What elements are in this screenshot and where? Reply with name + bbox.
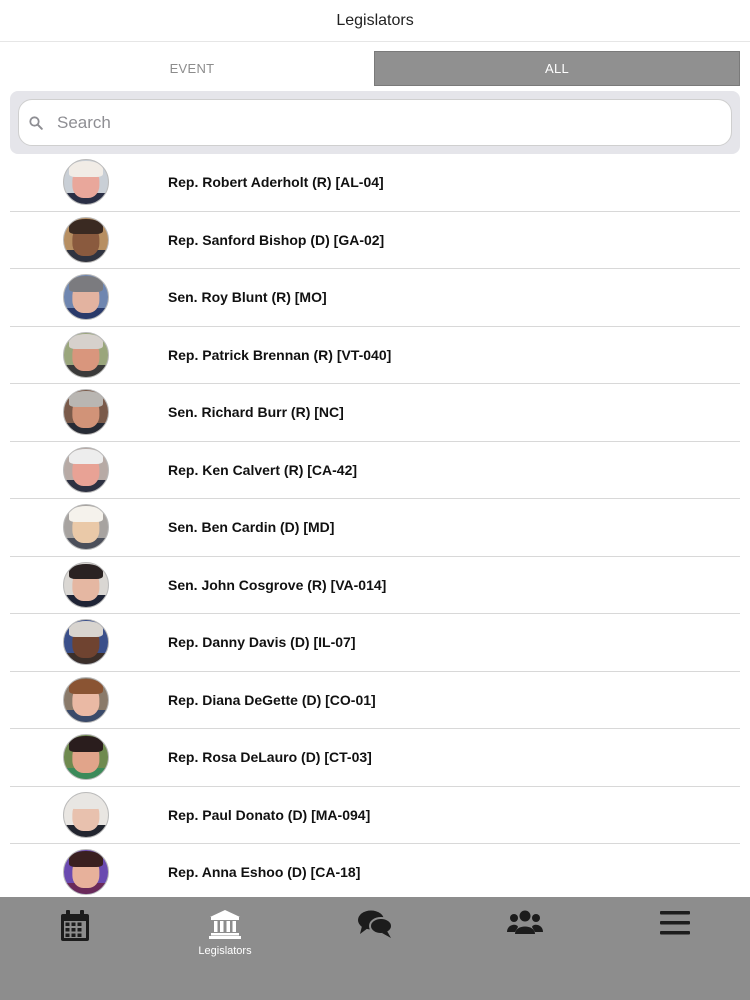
tab-chat[interactable]: [300, 897, 450, 1000]
legislator-row[interactable]: [10, 154, 740, 212]
search-bar-container: [10, 91, 740, 154]
legislator-avatar: [63, 217, 109, 263]
legislator-row[interactable]: [10, 499, 740, 557]
legislator-row[interactable]: [10, 672, 740, 730]
legislator-name: Rep. Sanford Bishop (D) [GA-02]: [168, 231, 385, 248]
legislator-name: Rep. Robert Aderholt (R) [AL-04]: [168, 174, 384, 191]
legislator-row[interactable]: [10, 442, 740, 500]
legislator-avatar: [63, 447, 109, 493]
legislator-name: Sen. Roy Blunt (R) [MO]: [168, 289, 327, 306]
legislator-avatar: [63, 677, 109, 723]
legislator-avatar: [63, 562, 109, 608]
legislator-row[interactable]: [10, 844, 740, 897]
legislator-name: Sen. John Cosgrove (R) [VA-014]: [168, 576, 387, 593]
legislator-name: Rep. Ken Calvert (R) [CA-42]: [168, 461, 358, 478]
group-icon: [507, 909, 543, 935]
legislator-name: Rep. Rosa DeLauro (D) [CT-03]: [168, 749, 372, 766]
legislator-name: Rep. Paul Donato (D) [MA-094]: [168, 806, 371, 823]
segmented-control: [10, 51, 740, 86]
tab-events[interactable]: [0, 897, 150, 1000]
capitol-building-icon: [209, 909, 241, 939]
legislator-name: Rep. Danny Davis (D) [IL-07]: [168, 634, 356, 651]
segment-event[interactable]: EVENT: [10, 51, 374, 86]
legislator-row[interactable]: [10, 212, 740, 270]
tab-groups[interactable]: [450, 897, 600, 1000]
tab-legislators[interactable]: [150, 897, 300, 1000]
legislator-name: Sen. Ben Cardin (D) [MD]: [168, 519, 335, 536]
search-icon: [29, 116, 43, 130]
legislator-avatar: [63, 734, 109, 780]
menu-icon: [659, 909, 691, 937]
tab-menu[interactable]: [600, 897, 750, 1000]
legislator-row[interactable]: [10, 729, 740, 787]
legislator-row[interactable]: [10, 787, 740, 845]
legislator-avatar: [63, 159, 109, 205]
segment-all[interactable]: ALL: [374, 51, 740, 86]
legislator-row[interactable]: [10, 384, 740, 442]
legislator-avatar: [63, 619, 109, 665]
tab-bar: [0, 897, 750, 1000]
legislator-row[interactable]: [10, 327, 740, 385]
search-input[interactable]: [57, 113, 697, 133]
chat-bubbles-icon: [357, 909, 393, 939]
legislator-name: Rep. Patrick Brennan (R) [VT-040]: [168, 346, 392, 363]
legislator-list: [10, 154, 740, 897]
calendar-icon: [59, 909, 91, 943]
legislator-row[interactable]: [10, 269, 740, 327]
legislator-avatar: [63, 504, 109, 550]
legislator-name: Rep. Anna Eshoo (D) [CA-18]: [168, 864, 361, 881]
legislator-avatar: [63, 792, 109, 838]
tab-legislators-label: Legislators: [198, 945, 252, 957]
legislator-avatar: [63, 274, 109, 320]
legislator-name: Sen. Richard Burr (R) [NC]: [168, 404, 344, 421]
legislator-row[interactable]: [10, 557, 740, 615]
legislator-row[interactable]: [10, 614, 740, 672]
legislator-avatar: [63, 389, 109, 435]
search-box[interactable]: [18, 99, 732, 146]
navigation-bar: [0, 0, 750, 42]
page-title: Legislators: [336, 11, 414, 29]
legislator-avatar: [63, 849, 109, 895]
legislator-name: Rep. Diana DeGette (D) [CO-01]: [168, 691, 376, 708]
legislator-avatar: [63, 332, 109, 378]
